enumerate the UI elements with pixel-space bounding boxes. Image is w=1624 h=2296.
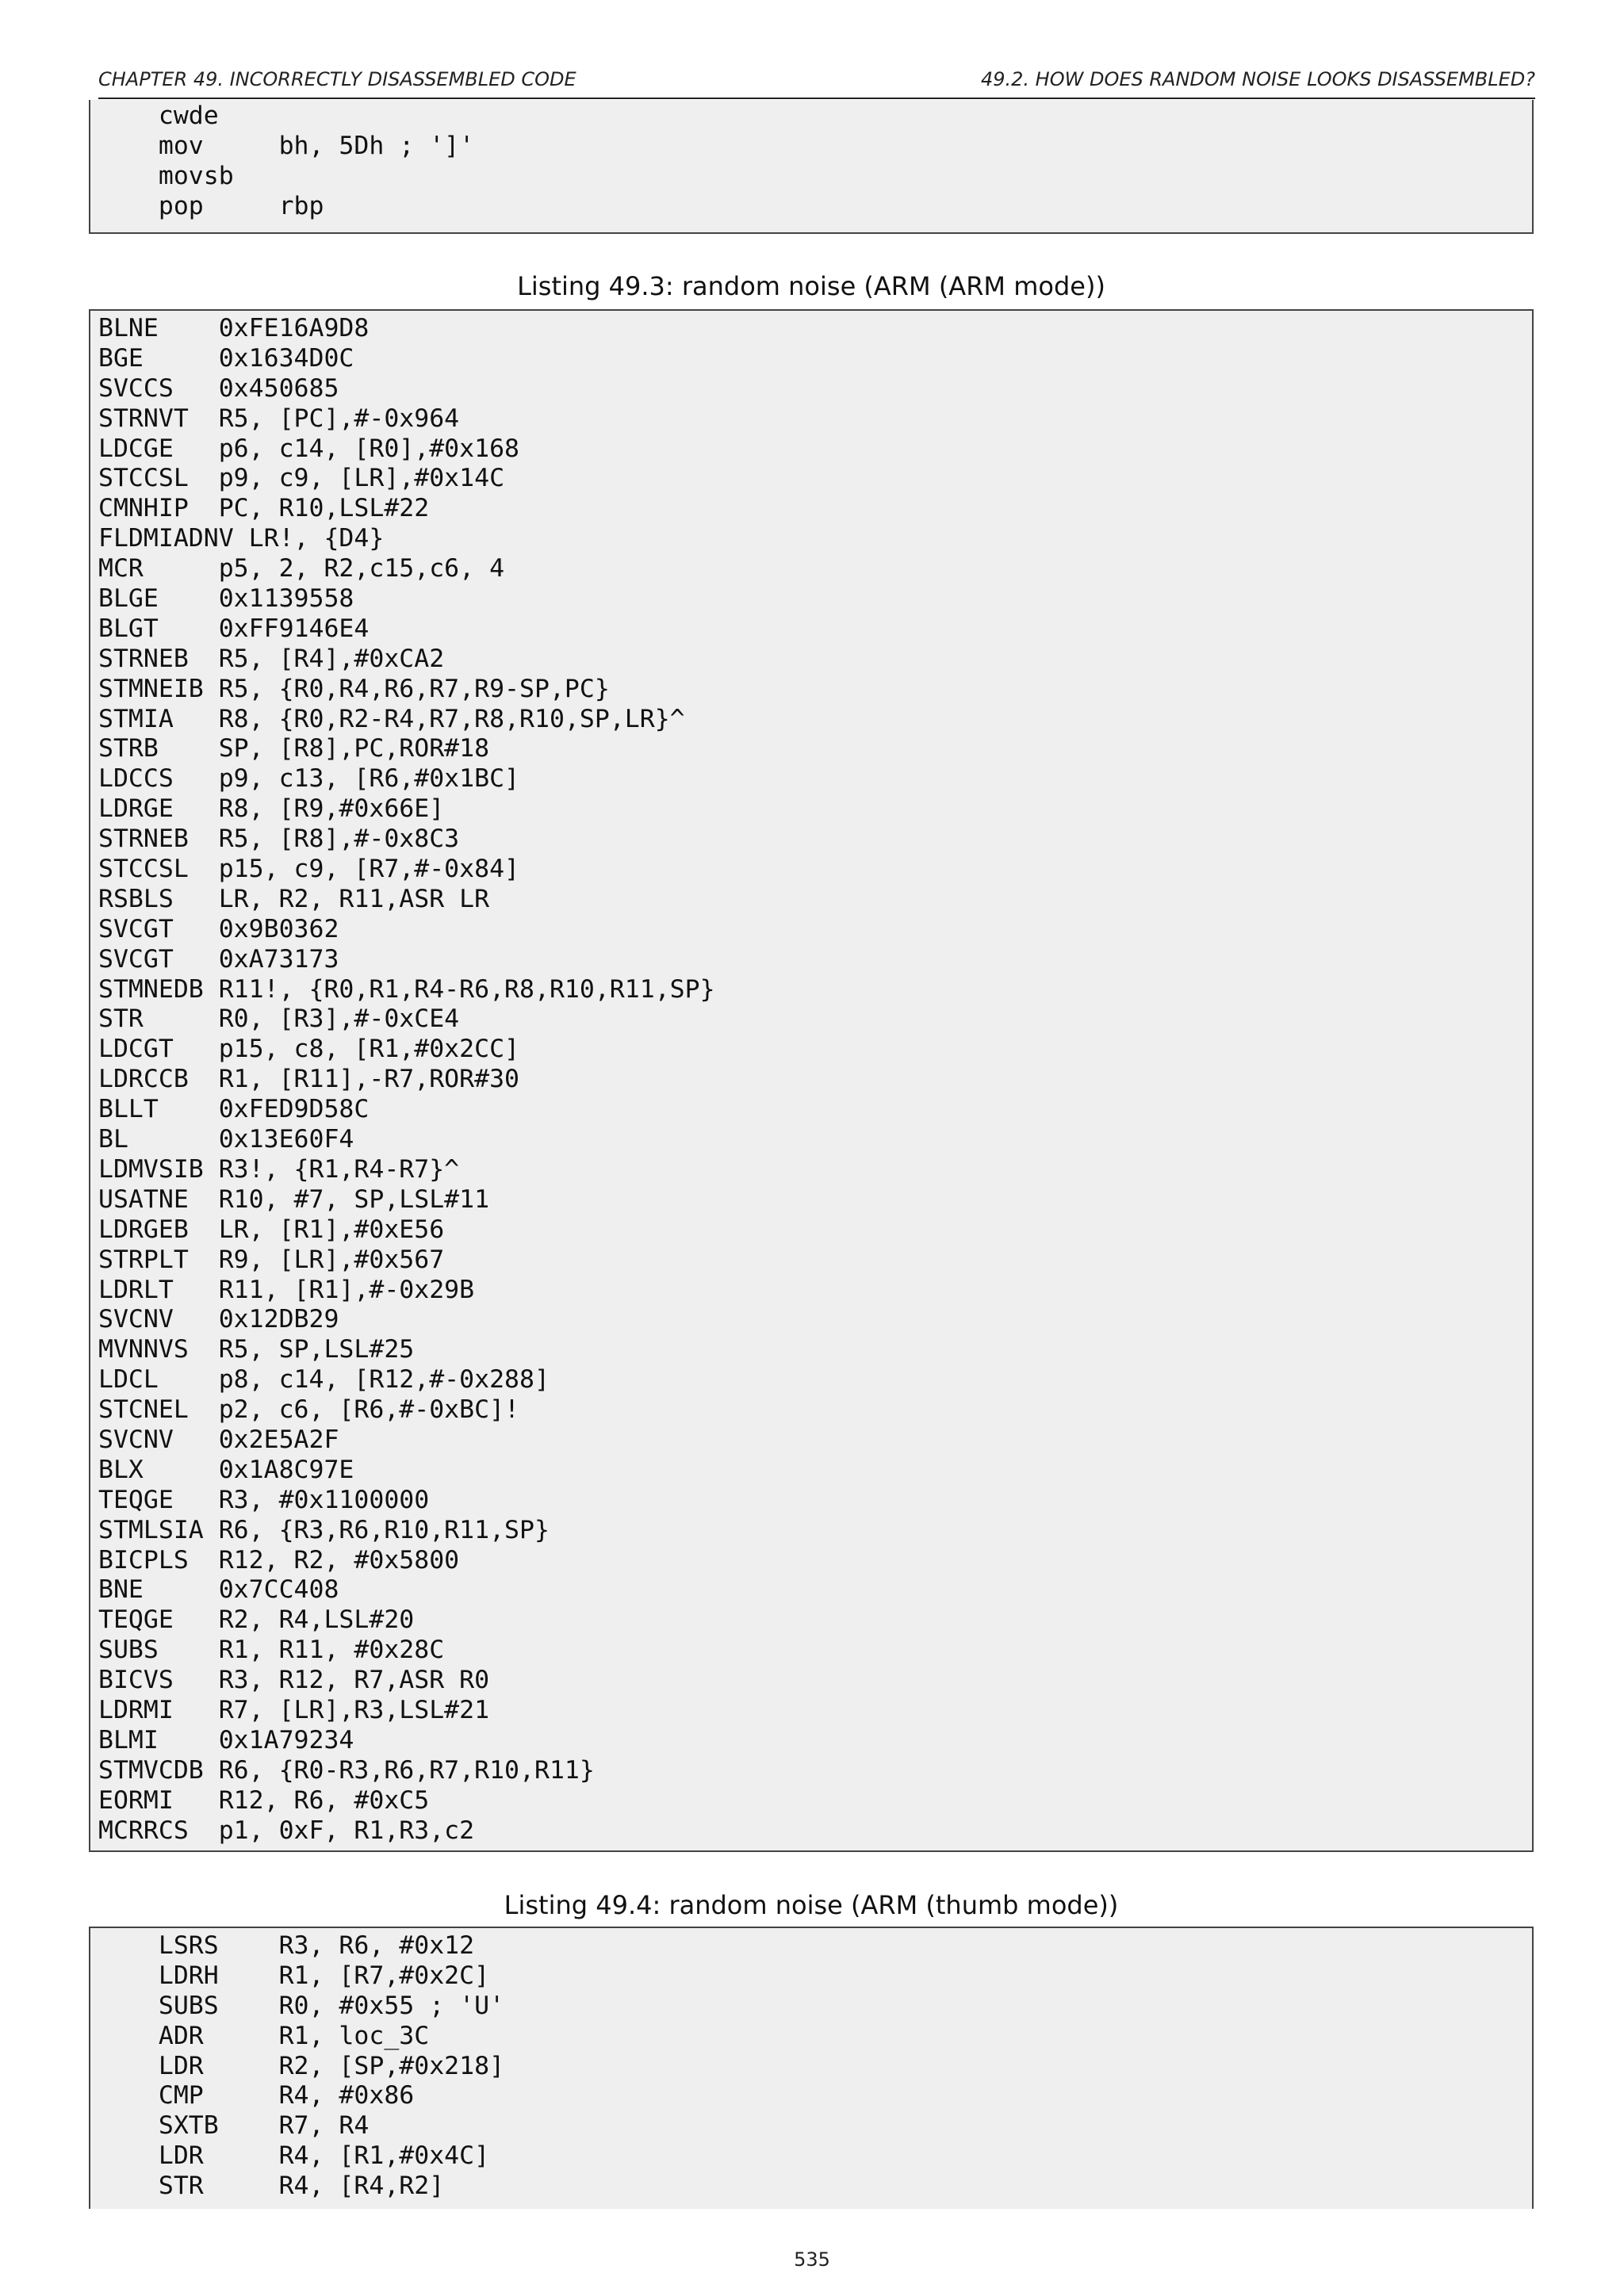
code-line: ADR R1, loc_3C — [98, 2021, 430, 2050]
code-line: STCCSL p9, c9, [LR],#0x14C — [98, 464, 505, 493]
code-line: mov bh, 5Dh ; ']' — [98, 131, 475, 160]
listing-arm-mode — [89, 309, 1534, 1852]
listing-continued-x86 — [89, 100, 1534, 234]
code-line: LDCL p8, c14, [R12,#-0x288] — [98, 1365, 550, 1395]
code-line: STRB SP, [R8],PC,ROR#18 — [98, 734, 490, 763]
code-line: STRPLT R9, [LR],#0x567 — [98, 1245, 445, 1274]
code-line: FLDMIADNV LR!, {D4} — [98, 524, 385, 553]
code-line: TEQGE R3, #0x1100000 — [98, 1485, 430, 1514]
code-line: STR R4, [R4,R2] — [98, 2172, 445, 2201]
code-line: LDCCS p9, c13, [R6,#0x1BC] — [98, 764, 520, 794]
code-line: STMLSIA R6, {R3,R6,R10,R11,SP} — [98, 1515, 550, 1544]
code-line: STRNEB R5, [R8],#-0x8C3 — [98, 825, 460, 854]
code-line: SUBS R1, R11, #0x28C — [98, 1636, 445, 1665]
header-rule — [98, 98, 1535, 99]
code-line: BNE 0x7CC408 — [98, 1575, 339, 1605]
code-line: SVCCS 0x450685 — [98, 373, 339, 403]
section-title: 49.2. HOW DOES RANDOM NOISE LOOKS DISASSEMBLED? — [980, 68, 1535, 90]
page-number: 535 — [794, 2248, 830, 2271]
code-line: BLGT 0xFF9146E4 — [98, 614, 370, 643]
code-line: STMIA R8, {R0,R2-R4,R7,R8,R10,SP,LR}^ — [98, 704, 685, 733]
code-line: LDCGT p15, c8, [R1,#0x2CC] — [98, 1035, 520, 1064]
code-line: BLLT 0xFED9D58C — [98, 1095, 370, 1124]
code-line: CMNHIP PC, R10,LSL#22 — [98, 494, 430, 523]
code-line: LDRH R1, [R7,#0x2C] — [98, 1961, 490, 1990]
code-line: BLGE 0x1139558 — [98, 584, 354, 614]
listing-thumb-mode — [89, 1927, 1534, 2209]
code-line: STCNEL p2, c6, [R6,#-0xBC]! — [98, 1395, 520, 1425]
code-line: MCRRCS p1, 0xF, R1,R3,c2 — [98, 1816, 475, 1845]
code-line: USATNE R10, #7, SP,LSL#11 — [98, 1184, 490, 1214]
code-line: LDRLT R11, [R1],#-0x29B — [98, 1275, 475, 1304]
code-line: LDMVSIB R3!, {R1,R4-R7}^ — [98, 1154, 460, 1184]
code-line: LDR R2, [SP,#0x218] — [98, 2051, 505, 2080]
code-line: BICVS R3, R12, R7,ASR R0 — [98, 1666, 490, 1695]
code-line: cwde — [98, 101, 219, 130]
code-line: SUBS R0, #0x55 ; 'U' — [98, 1991, 505, 2020]
code-line: LDRGEB LR, [R1],#0xE56 — [98, 1215, 445, 1244]
code-line: BLNE 0xFE16A9D8 — [98, 314, 370, 342]
code-line: STMNEIB R5, {R0,R4,R6,R7,R9-SP,PC} — [98, 674, 610, 703]
code-line: BL 0x13E60F4 — [98, 1125, 354, 1154]
code-line: SVCGT 0xA73173 — [98, 944, 339, 974]
code-line: STRNEB R5, [R4],#0xCA2 — [98, 644, 445, 673]
code-line: BGE 0x1634D0C — [98, 343, 354, 373]
listing-caption-arm: Listing 49.3: random noise (ARM (ARM mode)) — [517, 271, 1105, 301]
code-line: MCR p5, 2, R2,c15,c6, 4 — [98, 554, 505, 584]
code-line: BLX 0x1A8C97E — [98, 1455, 354, 1484]
code-line: LDRGE R8, [R9,#0x66E] — [98, 794, 445, 824]
code-line: TEQGE R2, R4,LSL#20 — [98, 1605, 415, 1635]
code-line: LDCGE p6, c14, [R0],#0x168 — [98, 434, 520, 463]
code-line: BLMI 0x1A79234 — [98, 1725, 354, 1755]
code-line: SXTB R7, R4 — [98, 2111, 370, 2141]
code-line: LDRCCB R1, [R11],-R7,ROR#30 — [98, 1065, 520, 1094]
code-line: BICPLS R12, R2, #0x5800 — [98, 1545, 460, 1575]
code-line: SVCNV 0x2E5A2F — [98, 1425, 339, 1454]
code-line: STCCSL p15, c9, [R7,#-0x84] — [98, 855, 520, 884]
code-line: EORMI R12, R6, #0xC5 — [98, 1785, 430, 1815]
code-line: STMNEDB R11!, {R0,R1,R4-R6,R8,R10,R11,SP} — [98, 974, 715, 1004]
code-line: pop rbp — [98, 191, 324, 220]
code-line: movsb — [98, 161, 234, 190]
code-line: LSRS R3, R6, #0x12 — [98, 1931, 475, 1960]
code-line: STRNVT R5, [PC],#-0x964 — [98, 404, 460, 433]
code-line: SVCNV 0x12DB29 — [98, 1305, 339, 1334]
listing-caption-thumb: Listing 49.4: random noise (ARM (thumb mode)) — [504, 1890, 1119, 1920]
code-line: CMP R4, #0x86 — [98, 2081, 415, 2110]
running-header — [98, 68, 1535, 97]
chapter-title: CHAPTER 49. INCORRECTLY DISASSEMBLED CODE — [98, 68, 576, 90]
code-line: STR R0, [R3],#-0xCE4 — [98, 1004, 460, 1034]
code-line: SVCGT 0x9B0362 — [98, 914, 339, 943]
code-line: MVNNVS R5, SP,LSL#25 — [98, 1335, 415, 1364]
code-line: LDRMI R7, [LR],R3,LSL#21 — [98, 1695, 490, 1724]
code-line: LDR R4, [R1,#0x4C] — [98, 2141, 490, 2171]
code-line: STMVCDB R6, {R0-R3,R6,R7,R10,R11} — [98, 1755, 595, 1785]
code-line: RSBLS LR, R2, R11,ASR LR — [98, 884, 490, 913]
